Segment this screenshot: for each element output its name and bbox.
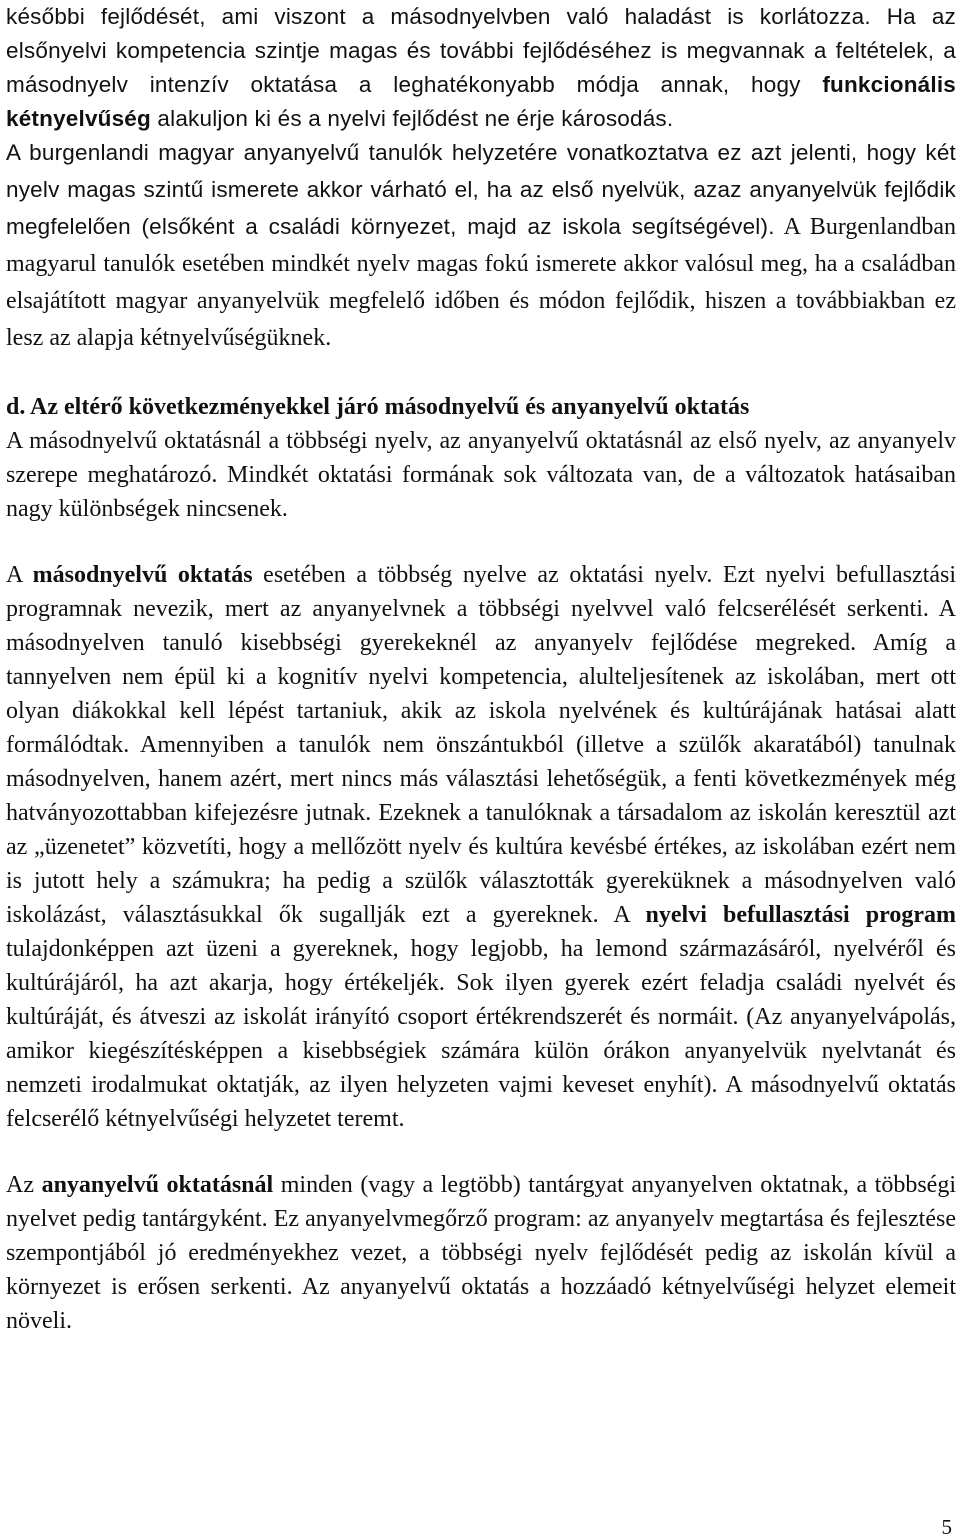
text-run: esetében a többség nyelve az oktatási nyelv. Ezt nyelvi befullasztási programnak nevezik, mert az anyanyelvnek a többségi nyelvvel való felcserélését serkenti. A másodnyelven tanuló kisebbségi gyerekeknél az anyanyelv fejlődése megreked. Amíg a tannyelven nem épül ki a kognitív nyelvi kompetencia, alulteljesítenek az iskolában, mert ott olyan diákokkal kell lépést tartaniuk, akik az iskola nyelvének és kultúrájának hatásai alatt formálódtak. Amennyiben a tanulók nem önszántukból (illetve a szülők akaratából) tanulnak másodnyelven, hanem azért, mert nincs más választási lehetőségük, a fenti következmények még hatványozottabban kifejezésre jutnak. Ezeknek a tanulóknak a társadalom az iskolán keresztül azt az „üzenetet” közvetíti, hogy a mellőzött nyelv és kultúra kevésbé értékes, az iskolában ezért nem is jutott hely a számukra; ha pedig a szülők választották gyereküknek a másodnyelven való iskolázást, választásukkal ők sugallják ezt a gyereknek. A: [6, 562, 957, 928]
text-run: alakuljon ki és a nyelvi fejlődést ne érje károsodás.: [150, 106, 674, 131]
spacer: [6, 358, 956, 390]
paragraph-burgenland: [6, 136, 956, 358]
page-number: 5: [941, 1515, 952, 1539]
text-run: Az: [6, 1172, 42, 1198]
section-d: [6, 390, 956, 526]
text-run: A burgenlandi magyar anyanyelvű tanulók helyzetére vonatkoztatva ez azt jelenti, hogy két nyelv magas szintű ismerete akkor várható el, ha az első nyelvük, azaz anyanyelvük fejlődik megfelelően (elsőként a családi környezet, majd az iskola segítségével).: [6, 140, 956, 239]
spacer: [6, 526, 956, 558]
spacer: [6, 1136, 956, 1168]
bold-term: anyanyelvű oktatásnál: [41, 1172, 274, 1198]
paragraph-mother-tongue: [6, 1168, 956, 1338]
document-page: [6, 0, 956, 1338]
section-heading: d. Az eltérő következményekkel járó másodnyelvű és anyanyelvű oktatás: [6, 394, 750, 420]
paragraph-second-language: [6, 558, 956, 1136]
bold-term: másodnyelvű oktatás: [32, 562, 253, 588]
text-run: A: [6, 562, 33, 588]
section-text: A másodnyelvű oktatásnál a többségi nyelv, az anyanyelvű oktatásnál az első nyelv, az anyanyelv szerepe meghatározó. Mindkét oktatási formának sok változata van, de a változatok hatásaiban nagy különbségek nincsenek.: [6, 428, 956, 522]
text-run: A Burgenlandban magyarul tanulók esetében mindkét nyelv magas fokú ismerete akkor valósul meg, ha a családban elsajátított magyar anyanyelvük megfelelő időben és módon fejlődik, hiszen a továbbiakban ez lesz az alapja kétnyelvűségüknek.: [6, 214, 956, 351]
paragraph-intro: [6, 0, 956, 136]
text-run: tulajdonképpen azt üzeni a gyereknek, hogy legjobb, ha lemond származásáról, nyelvéről és kultúrájáról, ha azt akarja, hogy értékeljék. Sok ilyen gyerek ezért feladja családi nyelvét és kultúráját, és átveszi az iskolát irányító csoport értékrendszerét és normáit. (Az anyanyelvápolás, amikor kiegészítésképpen a kisebbségiek számára külön órákon anyanyelvük nyelvtanát és nemzeti irodalmukat oktatják, az ilyen helyzeten vajmi keveset enyhít). A másodnyelvű oktatás felcserélő kétnyelvűségi helyzetet teremt.: [6, 936, 956, 1132]
bold-term: nyelvi befullasztási program: [645, 902, 957, 928]
bold-term: funkcionális kétnyelvűség: [6, 72, 956, 131]
text-run: minden (vagy a legtöbb) tantárgyat anyanyelven oktatnak, a többségi nyelvet pedig tantárgyként. Ez anyanyelvmegőrző program: az anyanyelv megtartása és fejlesztése szempontjából jó eredményekhez vezet, a többségi nyelv fejlődését pedig az iskolán kívül a környezet is erősen serkenti. Az anyanyelvű oktatás a hozzáadó kétnyelvűségi helyzet elemeit növeli.: [6, 1172, 956, 1334]
text-run: későbbi fejlődését, ami viszont a másodnyelvben való haladást is korlátozza. Ha az elsőnyelvi kompetencia szintje magas és további fejlődéséhez is megvannak a feltételek, a másodnyelv intenzív oktatása a leghatékonyabb módja annak, hogy: [6, 4, 956, 97]
